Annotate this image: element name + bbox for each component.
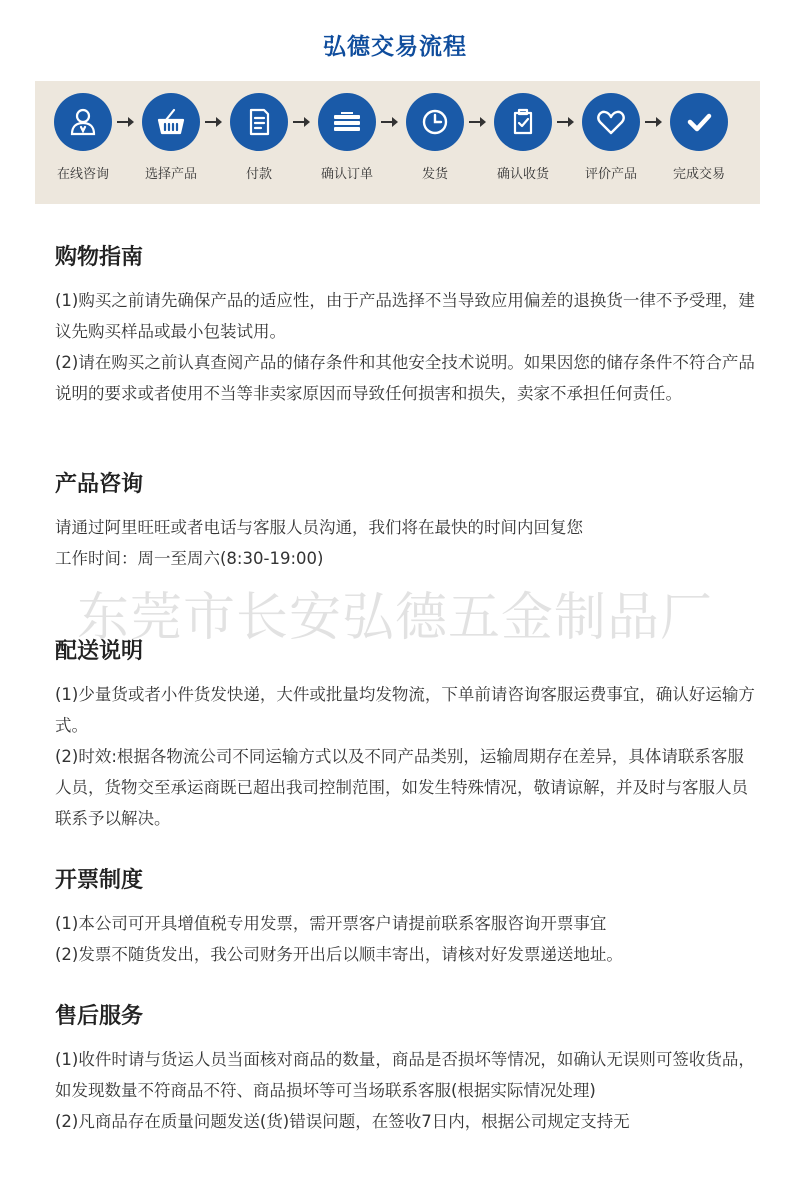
section-paragraph: (1)收件时请与货运人员当面核对商品的数量，商品是否损坏等情况，如确认无误则可签收货品，如发现数量不符商品不符、商品损坏等可当场联系客服(根据实际情况处理) xyxy=(55,1050,755,1100)
step-label: 完成交易 xyxy=(672,167,725,182)
process-step-review xyxy=(571,93,651,182)
transaction-process-band xyxy=(35,81,760,204)
basket-icon xyxy=(142,93,200,151)
process-step-ship xyxy=(395,93,475,182)
step-label: 在线咨询 xyxy=(56,167,109,182)
step-label: 选择产品 xyxy=(144,167,197,182)
section-paragraph: (1)少量货或者小件货发快递，大件或批量均发物流，下单前请咨询客服运费事宜，确认好运输方式。 xyxy=(55,685,755,735)
section-paragraph: (2)发票不随货发出，我公司财务开出后以顺丰寄出，请核对好发票递送地址。 xyxy=(55,945,623,964)
section-heading: 购物指南 xyxy=(55,245,144,270)
section-heading: 售后服务 xyxy=(55,1004,144,1029)
step-label: 付款 xyxy=(245,167,272,182)
section-paragraph: (2)时效:根据各物流公司不同运输方式以及不同产品类别，运输周期存在差异，具体请联系客服人员，货物交至承运商既已超出我司控制范围，如发生特殊情况，敬请谅解，并及时与客服人员联系予以解决。 xyxy=(55,747,748,828)
company-watermark: 东莞市长安弘德五金制品厂 xyxy=(76,588,713,648)
checkmark-icon xyxy=(670,93,728,151)
section-paragraph: (1)购买之前请先确保产品的适应性，由于产品选择不当导致应用偏差的退换货一律不予受理，建议先购买样品或最小包装试用。 xyxy=(55,291,755,341)
consultant-icon xyxy=(54,93,112,151)
section-heading: 开票制度 xyxy=(55,868,144,893)
process-step-select xyxy=(131,93,211,182)
section-after-sales xyxy=(55,999,755,1137)
step-label: 评价产品 xyxy=(584,167,637,182)
section-heading: 产品咨询 xyxy=(55,472,144,497)
step-label: 确认订单 xyxy=(320,167,373,182)
clock-icon xyxy=(406,93,464,151)
money-stack-icon xyxy=(318,93,376,151)
section-paragraph: (1)本公司可开具增值税专用发票，需开票客户请提前联系客服咨询开票事宜 xyxy=(55,914,607,933)
checklist-icon xyxy=(494,93,552,151)
process-step-receive xyxy=(483,93,563,182)
section-heading: 配送说明 xyxy=(55,639,144,664)
section-shopping-guide xyxy=(55,240,755,409)
section-product-inquiry xyxy=(55,467,755,574)
document-icon xyxy=(230,93,288,151)
process-step-confirm-order xyxy=(307,93,387,182)
section-paragraph: 工作时间：周一至周六(8:30-19:00) xyxy=(55,549,324,568)
section-invoice xyxy=(55,863,755,970)
section-paragraph: (2)凡商品存在质量问题发送(货)错误问题，在签收7日内，根据公司规定支持无 xyxy=(55,1112,630,1131)
step-label: 确认收货 xyxy=(496,167,549,182)
process-step-complete xyxy=(659,93,739,182)
step-label: 发货 xyxy=(421,167,448,182)
section-delivery xyxy=(55,634,755,834)
heart-icon xyxy=(582,93,640,151)
process-step-consult xyxy=(43,93,123,182)
section-paragraph: 请通过阿里旺旺或者电话与客服人员沟通，我们将在最快的时间内回复您 xyxy=(55,518,583,537)
process-step-pay xyxy=(219,93,299,182)
section-paragraph: (2)请在购买之前认真查阅产品的储存条件和其他安全技术说明。如果因您的储存条件不符合产品说明的要求或者使用不当等非卖家原因而导致任何损害和损失，卖家不承担任何责任。 xyxy=(55,353,755,403)
page-title: 弘德交易流程 xyxy=(323,34,467,60)
